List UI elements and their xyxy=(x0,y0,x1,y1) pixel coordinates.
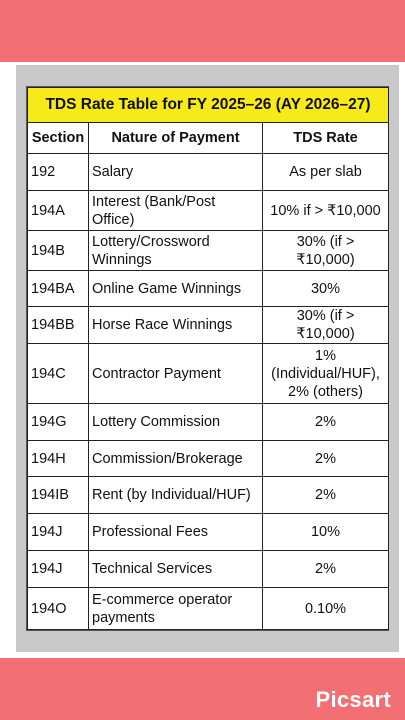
table-row xyxy=(28,191,389,231)
cell-nature: Salary xyxy=(89,154,263,191)
cell-rate: As per slab xyxy=(263,154,389,191)
cell-section: 194A xyxy=(28,191,89,231)
cell-section: 194BA xyxy=(28,271,89,307)
header-tds-rate: TDS Rate xyxy=(263,123,389,154)
table-row xyxy=(28,307,389,344)
cell-nature: Technical Services xyxy=(89,551,263,588)
cell-nature: Online Game Winnings xyxy=(89,271,263,307)
tds-rate-sheet xyxy=(26,86,389,631)
cell-rate: 30% xyxy=(263,271,389,307)
cell-section: 194H xyxy=(28,441,89,477)
table-row xyxy=(28,477,389,514)
table-title: TDS Rate Table for FY 2025–26 (AY 2026–27) xyxy=(28,88,389,123)
cell-section: 194O xyxy=(28,588,89,630)
cell-nature: Contractor Payment xyxy=(89,344,263,404)
cell-section: 194B xyxy=(28,231,89,271)
picsart-watermark: Picsart xyxy=(315,687,391,712)
cell-nature: Lottery/Crossword Winnings xyxy=(89,231,263,271)
header-row xyxy=(28,123,389,154)
top-band xyxy=(0,0,405,62)
table-row xyxy=(28,344,389,404)
table-row xyxy=(28,271,389,307)
cell-rate: 2% xyxy=(263,404,389,441)
table-row xyxy=(28,514,389,551)
cell-section: 192 xyxy=(28,154,89,191)
cell-nature: Lottery Commission xyxy=(89,404,263,441)
cell-nature: Rent (by Individual/HUF) xyxy=(89,477,263,514)
table-row xyxy=(28,551,389,588)
cell-section: 194J xyxy=(28,551,89,588)
cell-section: 194G xyxy=(28,404,89,441)
cell-rate: 0.10% xyxy=(263,588,389,630)
cell-nature: E-commerce operator payments xyxy=(89,588,263,630)
cell-rate: 2% xyxy=(263,551,389,588)
table-row xyxy=(28,154,389,191)
cell-rate: 10% if > ₹10,000 xyxy=(263,191,389,231)
table-row xyxy=(28,231,389,271)
cell-rate: 30% (if > ₹10,000) xyxy=(263,231,389,271)
header-section: Section xyxy=(28,123,89,154)
table-row xyxy=(28,441,389,477)
cell-rate: 2% xyxy=(263,477,389,514)
cell-nature: Interest (Bank/Post Office) xyxy=(89,191,263,231)
cell-rate: 1% (Individual/HUF), 2% (others) xyxy=(263,344,389,404)
header-nature-of-payment: Nature of Payment xyxy=(89,123,263,154)
table-row xyxy=(28,588,389,630)
cell-section: 194C xyxy=(28,344,89,404)
tds-rate-table xyxy=(27,87,389,630)
cell-rate: 10% xyxy=(263,514,389,551)
cell-nature: Commission/Brokerage xyxy=(89,441,263,477)
cell-rate: 2% xyxy=(263,441,389,477)
table-row xyxy=(28,404,389,441)
cell-nature: Horse Race Winnings xyxy=(89,307,263,344)
cell-rate: 30% (if > ₹10,000) xyxy=(263,307,389,344)
cell-section: 194J xyxy=(28,514,89,551)
cell-section: 194BB xyxy=(28,307,89,344)
cell-nature: Professional Fees xyxy=(89,514,263,551)
cell-section: 194IB xyxy=(28,477,89,514)
